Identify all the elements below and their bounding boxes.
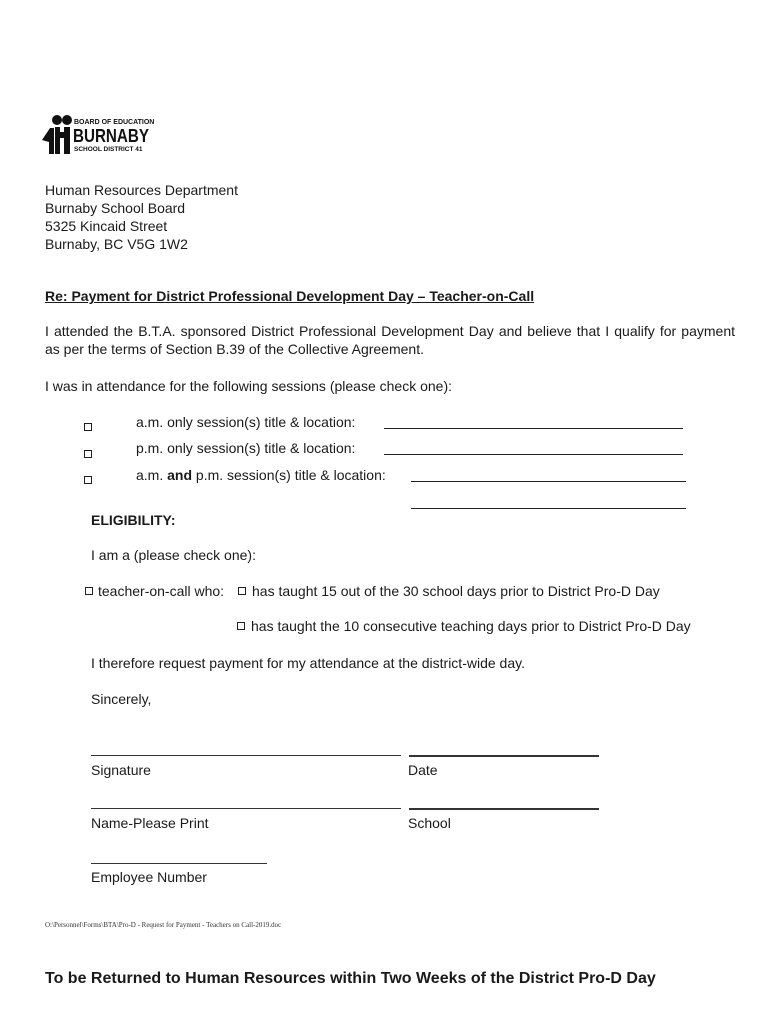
- name-line[interactable]: [91, 808, 401, 809]
- subject-line: Re: Payment for District Professional Development Day – Teacher-on-Call: [45, 288, 535, 304]
- am-session-label: a.m. only session(s) title & location:: [136, 414, 356, 430]
- logo-line3: SCHOOL DISTRICT 41: [74, 146, 143, 153]
- request-text: I therefore request payment for my attendance at the district-wide day.: [91, 655, 525, 671]
- address-line-1: Human Resources Department: [45, 182, 238, 198]
- address-line-2: Burnaby School Board: [45, 200, 186, 216]
- date-line[interactable]: [409, 755, 599, 757]
- am-session-checkbox[interactable]: [84, 423, 92, 431]
- address-line-4: Burnaby, BC V5G 1W2: [45, 236, 188, 252]
- school-label: School: [408, 815, 451, 831]
- signature-label: Signature: [91, 762, 151, 778]
- option-10-consecutive-label: has taught the 10 consecutive teaching days prior to District Pro-D Day: [251, 618, 691, 634]
- option-15-of-30-checkbox[interactable]: [238, 587, 246, 595]
- both-session-and: and: [167, 467, 193, 483]
- both-session-suffix: p.m. session(s) title & location:: [195, 467, 386, 483]
- address-line-3: 5325 Kincaid Street: [45, 218, 168, 234]
- eligibility-heading: ELIGIBILITY:: [91, 512, 176, 528]
- pm-session-field[interactable]: [384, 453, 683, 455]
- signature-line[interactable]: [91, 755, 401, 756]
- pm-session-label: p.m. only session(s) title & location:: [136, 440, 356, 456]
- address-block: [45, 181, 238, 253]
- eligibility-prompt: I am a (please check one):: [91, 547, 256, 563]
- option-10-consecutive-checkbox[interactable]: [237, 622, 245, 630]
- attendance-prompt: I was in attendance for the following sessions (please check one):: [45, 378, 453, 394]
- school-line[interactable]: [409, 808, 599, 810]
- logo-line2: BURNABY: [73, 126, 149, 146]
- date-label: Date: [408, 762, 438, 778]
- pm-session-checkbox[interactable]: [84, 450, 92, 458]
- burnaby-logo-icon: [40, 114, 160, 156]
- both-session-prefix: a.m.: [136, 467, 164, 483]
- employee-number-label: Employee Number: [91, 869, 207, 885]
- employee-number-line[interactable]: [91, 863, 267, 864]
- option-15-of-30-label: has taught 15 out of the 30 school days prior to District Pro-D Day: [252, 583, 660, 599]
- both-session-field[interactable]: [411, 480, 686, 482]
- both-session-field-2[interactable]: [411, 507, 686, 509]
- teacher-on-call-checkbox[interactable]: [85, 587, 93, 595]
- intro-paragraph: I attended the B.T.A. sponsored District Professional Development Day and believe that I qualify for payment as per the terms of Section B.39 of the Collective Agreement.: [45, 323, 735, 357]
- both-session-checkbox[interactable]: [84, 476, 92, 484]
- am-session-field[interactable]: [384, 427, 683, 429]
- both-session-label: [136, 466, 386, 484]
- name-label: Name-Please Print: [91, 815, 209, 831]
- closing-text: Sincerely,: [91, 691, 152, 707]
- burnaby-logo: [40, 114, 160, 156]
- teacher-on-call-label: teacher-on-call who:: [98, 583, 225, 599]
- return-notice: To be Returned to Human Resources within Two Weeks of the District Pro-D Day: [45, 970, 656, 987]
- logo-line1: BOARD OF EDUCATION: [74, 119, 155, 126]
- file-path: O:\Personnel\Forms\BTA\Pro-D - Request for Payment - Teachers on Call-2019.doc: [45, 921, 282, 929]
